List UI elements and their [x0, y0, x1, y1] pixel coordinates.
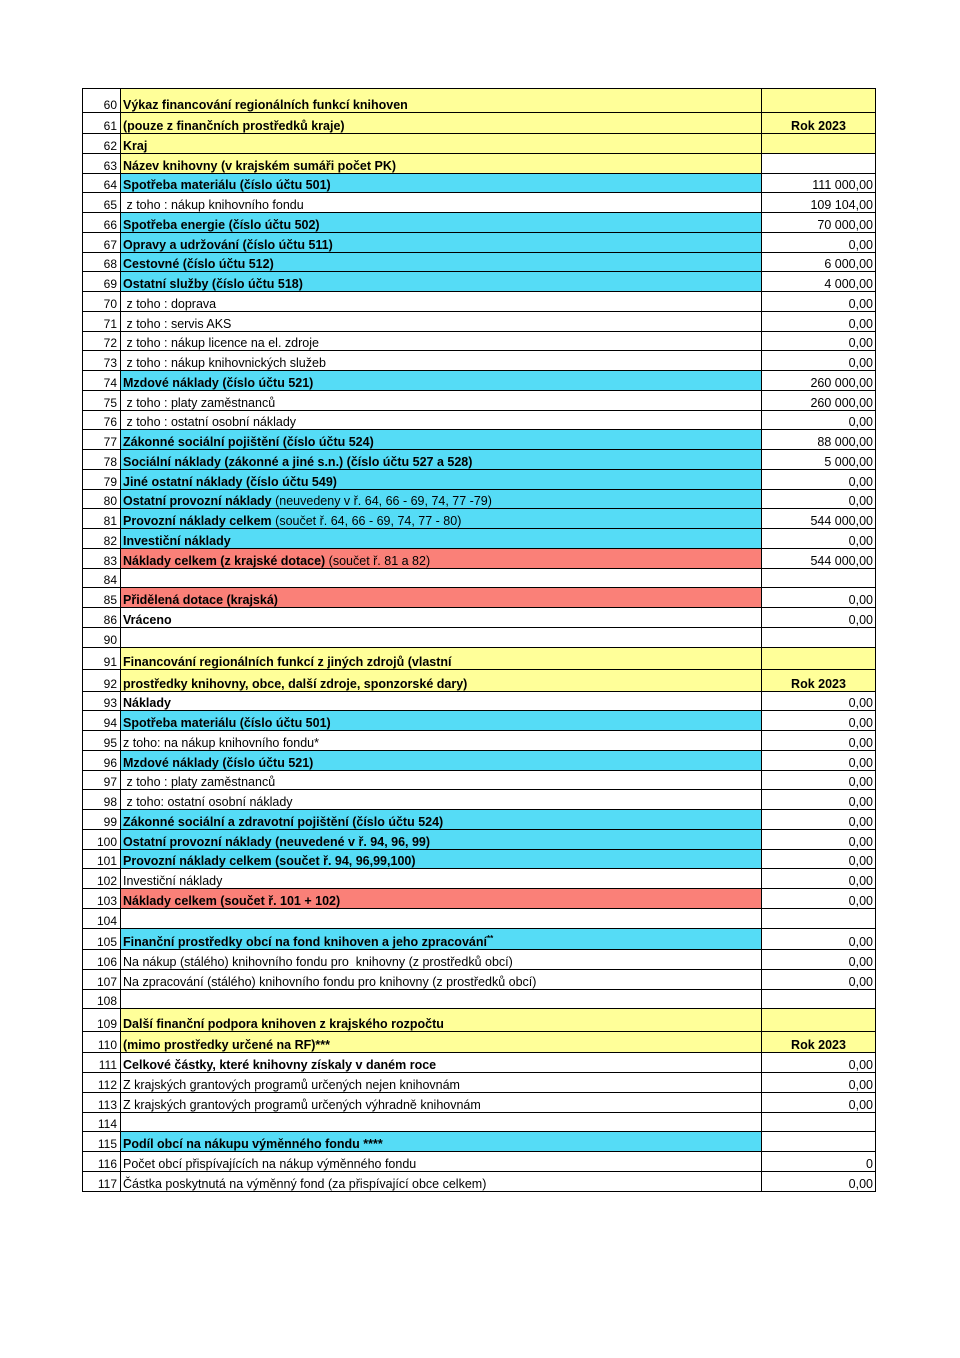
row-value: 0,00 — [762, 1171, 876, 1191]
row-value: 0,00 — [762, 790, 876, 810]
table-row — [83, 89, 876, 113]
row-label — [121, 489, 762, 509]
row-label — [121, 89, 762, 113]
row-value: 0,00 — [762, 969, 876, 989]
row-number: 94 — [83, 711, 121, 731]
row-label-text: Provozní náklady celkem (součet ř. 94, 96,99,100) — [123, 854, 416, 869]
row-label-text: Celkové částky, které knihovny získaly v daném roce — [123, 1058, 437, 1072]
row-value: 0,00 — [762, 711, 876, 731]
row-number: 111 — [83, 1053, 121, 1073]
row-label — [121, 969, 762, 989]
row-number: 112 — [83, 1073, 121, 1093]
table-row — [83, 588, 876, 608]
row-label — [121, 1009, 762, 1032]
table-row — [83, 173, 876, 193]
row-value — [762, 153, 876, 173]
row-label — [121, 849, 762, 869]
table-row — [83, 292, 876, 312]
table-row — [83, 731, 876, 751]
table-row — [83, 1132, 876, 1152]
row-number: 115 — [83, 1132, 121, 1152]
year-header: Rok 2023 — [762, 670, 876, 692]
row-value: 0,00 — [762, 292, 876, 312]
row-label-text: Počet obcí přispívajících na nákup výměnného fondu — [123, 1156, 417, 1171]
row-number: 96 — [83, 750, 121, 770]
row-label — [121, 311, 762, 331]
table-row — [83, 331, 876, 351]
row-value: 0,00 — [762, 331, 876, 351]
table-row — [83, 869, 876, 889]
table-row — [83, 509, 876, 529]
row-label-text: Spotřeba materiálu (číslo účtu 501) — [123, 178, 331, 193]
row-label-text: z toho: ostatní osobní náklady — [123, 795, 293, 809]
row-label-text: Financování regionálních funkcí z jiných zdrojů (vlastní — [123, 655, 452, 669]
row-value: 0,00 — [762, 950, 876, 970]
table-row — [83, 272, 876, 292]
row-label-text: Cestovné (číslo účtu 512) — [123, 257, 274, 272]
row-label-note: (neuvedeny v ř. 64, 66 - 69, 74, 77 -79) — [271, 494, 492, 509]
table-row — [83, 790, 876, 810]
row-number: 81 — [83, 509, 121, 529]
table-row — [83, 1053, 876, 1073]
row-value: 0,00 — [762, 608, 876, 628]
row-label-text: Kraj — [123, 138, 148, 153]
row-label — [121, 670, 762, 692]
row-label-text: Investiční náklady — [123, 874, 223, 888]
row-label — [121, 430, 762, 450]
row-label — [121, 790, 762, 810]
row-label — [121, 173, 762, 193]
row-value — [762, 89, 876, 113]
table-row — [83, 627, 876, 647]
footnote-marker: ** — [486, 933, 494, 943]
row-number: 74 — [83, 371, 121, 391]
table-row — [83, 390, 876, 410]
row-label — [121, 1171, 762, 1191]
row-number: 117 — [83, 1171, 121, 1191]
row-value: 0,00 — [762, 351, 876, 371]
row-label — [121, 829, 762, 849]
row-number: 103 — [83, 889, 121, 909]
row-value — [762, 647, 876, 670]
row-label-text: Částka poskytnutá na výměnný fond (za přispívající obce celkem) — [123, 1176, 487, 1191]
row-number: 73 — [83, 351, 121, 371]
row-number: 92 — [83, 670, 121, 692]
row-label-text: z toho : platy zaměstnanců — [123, 775, 276, 790]
row-label — [121, 213, 762, 233]
row-label — [121, 410, 762, 430]
row-label-text: Na zpracování (stálého) knihovního fondu pro knihovny (z prostředků obcí) — [123, 974, 537, 989]
row-label-text: Z krajských grantových programů určených výhradně knihovnám — [123, 1097, 481, 1112]
row-value: 260 000,00 — [762, 371, 876, 391]
row-label — [121, 908, 762, 928]
row-label-text: prostředky knihovny, obce, další zdroje, sponzorské dary) — [123, 676, 468, 691]
row-label — [121, 810, 762, 830]
row-number: 66 — [83, 213, 121, 233]
row-number: 62 — [83, 134, 121, 154]
row-label — [121, 390, 762, 410]
row-label-text: Náklady celkem (z krajské dotace) — [123, 553, 326, 568]
table-row — [83, 1171, 876, 1191]
row-label — [121, 928, 762, 950]
row-label — [121, 232, 762, 252]
table-row — [83, 252, 876, 272]
row-number: 104 — [83, 908, 121, 928]
row-label — [121, 750, 762, 770]
year-header: Rok 2023 — [762, 112, 876, 134]
row-number: 95 — [83, 731, 121, 751]
row-label — [121, 1152, 762, 1172]
row-value: 0,00 — [762, 731, 876, 751]
row-number: 69 — [83, 272, 121, 292]
row-label-note: (součet ř. 81 a 82) — [325, 553, 431, 568]
table-row — [83, 849, 876, 869]
row-value: 88 000,00 — [762, 430, 876, 450]
table-row — [83, 112, 876, 134]
row-value: 0,00 — [762, 1073, 876, 1093]
row-label-text: Zákonné sociální a zdravotní pojištění (číslo účtu 524) — [123, 814, 444, 829]
table-row — [83, 928, 876, 950]
row-label-text: z toho : nákup licence na el. zdroje — [123, 336, 319, 351]
row-label — [121, 869, 762, 889]
table-row — [83, 469, 876, 489]
table-row — [83, 810, 876, 830]
row-label-text: Spotřeba energie (číslo účtu 502) — [123, 217, 320, 232]
row-value — [762, 989, 876, 1009]
row-number: 114 — [83, 1112, 121, 1132]
row-number: 98 — [83, 790, 121, 810]
table-row — [83, 232, 876, 252]
row-label-text: Finanční prostředky obcí na fond knihoven a jeho zpracování — [123, 935, 487, 949]
table-row — [83, 1009, 876, 1032]
row-number: 80 — [83, 489, 121, 509]
row-label-text: z toho : ostatní osobní náklady — [123, 415, 297, 430]
row-number: 102 — [83, 869, 121, 889]
row-number: 116 — [83, 1152, 121, 1172]
table-row — [83, 213, 876, 233]
row-number: 105 — [83, 928, 121, 950]
row-number: 82 — [83, 529, 121, 549]
row-value: 0,00 — [762, 410, 876, 430]
row-label-text: z toho : servis AKS — [123, 316, 232, 331]
table-row — [83, 1092, 876, 1112]
table-row — [83, 711, 876, 731]
table-row — [83, 1152, 876, 1172]
row-label — [121, 331, 762, 351]
row-label — [121, 989, 762, 1009]
table-row — [83, 430, 876, 450]
row-label — [121, 548, 762, 568]
row-label-text: z toho : platy zaměstnanců — [123, 395, 276, 410]
row-number: 85 — [83, 588, 121, 608]
table-row — [83, 568, 876, 588]
row-label — [121, 568, 762, 588]
row-label-text: Na nákup (stálého) knihovního fondu pro knihovny (z prostředků obcí) — [123, 954, 513, 969]
row-value: 0,00 — [762, 750, 876, 770]
table-row — [83, 1112, 876, 1132]
table-row — [83, 489, 876, 509]
row-label-text: Provozní náklady celkem — [123, 514, 272, 528]
row-label — [121, 153, 762, 173]
row-label-text: Název knihovny (v krajském sumáři počet PK) — [123, 158, 397, 173]
row-value: 111 000,00 — [762, 173, 876, 193]
row-number: 113 — [83, 1092, 121, 1112]
row-value: 0,00 — [762, 232, 876, 252]
row-value: 0,00 — [762, 489, 876, 509]
row-number: 60 — [83, 89, 121, 113]
row-label-note: (součet ř. 64, 66 - 69, 74, 77 - 80) — [271, 514, 462, 528]
table-row — [83, 770, 876, 790]
row-number: 107 — [83, 969, 121, 989]
row-label-text: Mzdové náklady (číslo účtu 521) — [123, 375, 314, 390]
row-label — [121, 371, 762, 391]
row-label — [121, 1053, 762, 1073]
table-row — [83, 608, 876, 628]
row-number: 106 — [83, 950, 121, 970]
table-row — [83, 908, 876, 928]
row-number: 61 — [83, 112, 121, 134]
row-value: 0,00 — [762, 588, 876, 608]
table-row — [83, 889, 876, 909]
row-label — [121, 731, 762, 751]
row-value: 544 000,00 — [762, 548, 876, 568]
row-value: 4 000,00 — [762, 272, 876, 292]
table-row — [83, 950, 876, 970]
row-value: 0,00 — [762, 691, 876, 711]
row-number: 100 — [83, 829, 121, 849]
row-label-text: z toho : nákup knihovního fondu — [123, 198, 304, 212]
row-label-text: Ostatní provozní náklady (neuvedené v ř. 94, 96, 99) — [123, 834, 431, 849]
row-value — [762, 134, 876, 154]
row-label — [121, 1112, 762, 1132]
row-label — [121, 1132, 762, 1152]
row-number: 72 — [83, 331, 121, 351]
row-label — [121, 252, 762, 272]
table-row — [83, 371, 876, 391]
row-label — [121, 193, 762, 213]
row-value: 0,00 — [762, 469, 876, 489]
report-table — [82, 88, 876, 1192]
row-label — [121, 272, 762, 292]
row-label — [121, 469, 762, 489]
row-value: 109 104,00 — [762, 193, 876, 213]
row-value: 0,00 — [762, 849, 876, 869]
row-value: 5 000,00 — [762, 450, 876, 470]
row-label-text: Investiční náklady — [123, 533, 231, 548]
row-value: 70 000,00 — [762, 213, 876, 233]
row-value — [762, 908, 876, 928]
table-row — [83, 450, 876, 470]
row-label — [121, 509, 762, 529]
table-row — [83, 529, 876, 549]
row-value — [762, 1112, 876, 1132]
table-row — [83, 647, 876, 670]
row-number: 65 — [83, 193, 121, 213]
table-row — [83, 1073, 876, 1093]
row-number: 63 — [83, 153, 121, 173]
row-value: 0,00 — [762, 869, 876, 889]
row-label-text: Zákonné sociální pojištění (číslo účtu 524) — [123, 435, 374, 449]
table-row — [83, 134, 876, 154]
row-label — [121, 627, 762, 647]
row-number: 84 — [83, 568, 121, 588]
row-number: 90 — [83, 627, 121, 647]
row-label — [121, 351, 762, 371]
row-label-text: Vráceno — [123, 612, 172, 627]
row-label-text: Sociální náklady (zákonné a jiné s.n.) (číslo účtu 527 a 528) — [123, 454, 473, 469]
row-label-text: Výkaz financování regionálních funkcí knihoven — [123, 97, 408, 112]
row-label — [121, 450, 762, 470]
row-number: 83 — [83, 548, 121, 568]
row-number: 109 — [83, 1009, 121, 1032]
row-label — [121, 529, 762, 549]
row-label-text: Spotřeba materiálu (číslo účtu 501) — [123, 716, 331, 730]
row-label-text: z toho: na nákup knihovního fondu* — [123, 735, 319, 750]
table-row — [83, 969, 876, 989]
row-number: 67 — [83, 232, 121, 252]
row-label-text: Z krajských grantových programů určených nejen knihovnám — [123, 1077, 460, 1092]
row-label — [121, 691, 762, 711]
table-row — [83, 989, 876, 1009]
row-value: 0,00 — [762, 1053, 876, 1073]
row-label-text: Mzdové náklady (číslo účtu 521) — [123, 755, 314, 770]
row-number: 68 — [83, 252, 121, 272]
row-label-text: z toho : doprava — [123, 296, 217, 311]
row-label — [121, 1092, 762, 1112]
row-number: 70 — [83, 292, 121, 312]
row-label-text: Opravy a udržování (číslo účtu 511) — [123, 237, 333, 252]
table-row — [83, 829, 876, 849]
row-number: 64 — [83, 173, 121, 193]
table-row — [83, 750, 876, 770]
row-label-text: Přidělená dotace (krajská) — [123, 593, 278, 607]
row-number: 99 — [83, 810, 121, 830]
row-label — [121, 950, 762, 970]
row-number: 110 — [83, 1031, 121, 1053]
row-value: 0,00 — [762, 810, 876, 830]
table-row — [83, 153, 876, 173]
row-label — [121, 588, 762, 608]
row-label-text: Náklady — [123, 696, 171, 711]
row-value: 0,00 — [762, 928, 876, 950]
table-row — [83, 670, 876, 692]
row-value: 260 000,00 — [762, 390, 876, 410]
row-label — [121, 292, 762, 312]
row-number: 77 — [83, 430, 121, 450]
table-row — [83, 311, 876, 331]
table-row — [83, 691, 876, 711]
row-label — [121, 711, 762, 731]
row-label-text: Ostatní služby (číslo účtu 518) — [123, 277, 303, 291]
row-label — [121, 1073, 762, 1093]
row-label — [121, 134, 762, 154]
row-number: 101 — [83, 849, 121, 869]
row-number: 86 — [83, 608, 121, 628]
row-number: 71 — [83, 311, 121, 331]
row-number: 76 — [83, 410, 121, 430]
row-label-text: (mimo prostředky určené na RF)*** — [123, 1038, 330, 1053]
table-row — [83, 351, 876, 371]
row-value: 0,00 — [762, 829, 876, 849]
row-value — [762, 1132, 876, 1152]
table-row — [83, 193, 876, 213]
row-value: 544 000,00 — [762, 509, 876, 529]
row-label — [121, 889, 762, 909]
row-value: 6 000,00 — [762, 252, 876, 272]
row-label — [121, 608, 762, 628]
row-label-text: Jiné ostatní náklady (číslo účtu 549) — [123, 474, 337, 489]
row-value: 0,00 — [762, 889, 876, 909]
row-value: 0,00 — [762, 529, 876, 549]
row-number: 91 — [83, 647, 121, 670]
row-label-text: Další finanční podpora knihoven z krajského rozpočtu — [123, 1016, 444, 1031]
row-label — [121, 1031, 762, 1053]
table-row — [83, 1031, 876, 1053]
row-value — [762, 1009, 876, 1032]
row-label — [121, 770, 762, 790]
row-number: 97 — [83, 770, 121, 790]
row-label-text: Podíl obcí na nákupu výměnného fondu **** — [123, 1137, 383, 1151]
table-row — [83, 548, 876, 568]
row-number: 79 — [83, 469, 121, 489]
row-label — [121, 647, 762, 670]
row-number: 93 — [83, 691, 121, 711]
row-value: 0,00 — [762, 1092, 876, 1112]
row-value — [762, 627, 876, 647]
row-number: 75 — [83, 390, 121, 410]
row-label-text: Náklady celkem (součet ř. 101 + 102) — [123, 893, 341, 908]
table-row — [83, 410, 876, 430]
row-label-text: Ostatní provozní náklady — [123, 494, 272, 509]
row-value: 0 — [762, 1152, 876, 1172]
row-label — [121, 112, 762, 134]
row-value: 0,00 — [762, 311, 876, 331]
row-number: 108 — [83, 989, 121, 1009]
row-label-text: (pouze z finančních prostředků kraje) — [123, 119, 345, 133]
year-header: Rok 2023 — [762, 1031, 876, 1053]
row-label-text: z toho : nákup knihovnických služeb — [123, 356, 326, 370]
row-number: 78 — [83, 450, 121, 470]
row-value — [762, 568, 876, 588]
row-value: 0,00 — [762, 770, 876, 790]
